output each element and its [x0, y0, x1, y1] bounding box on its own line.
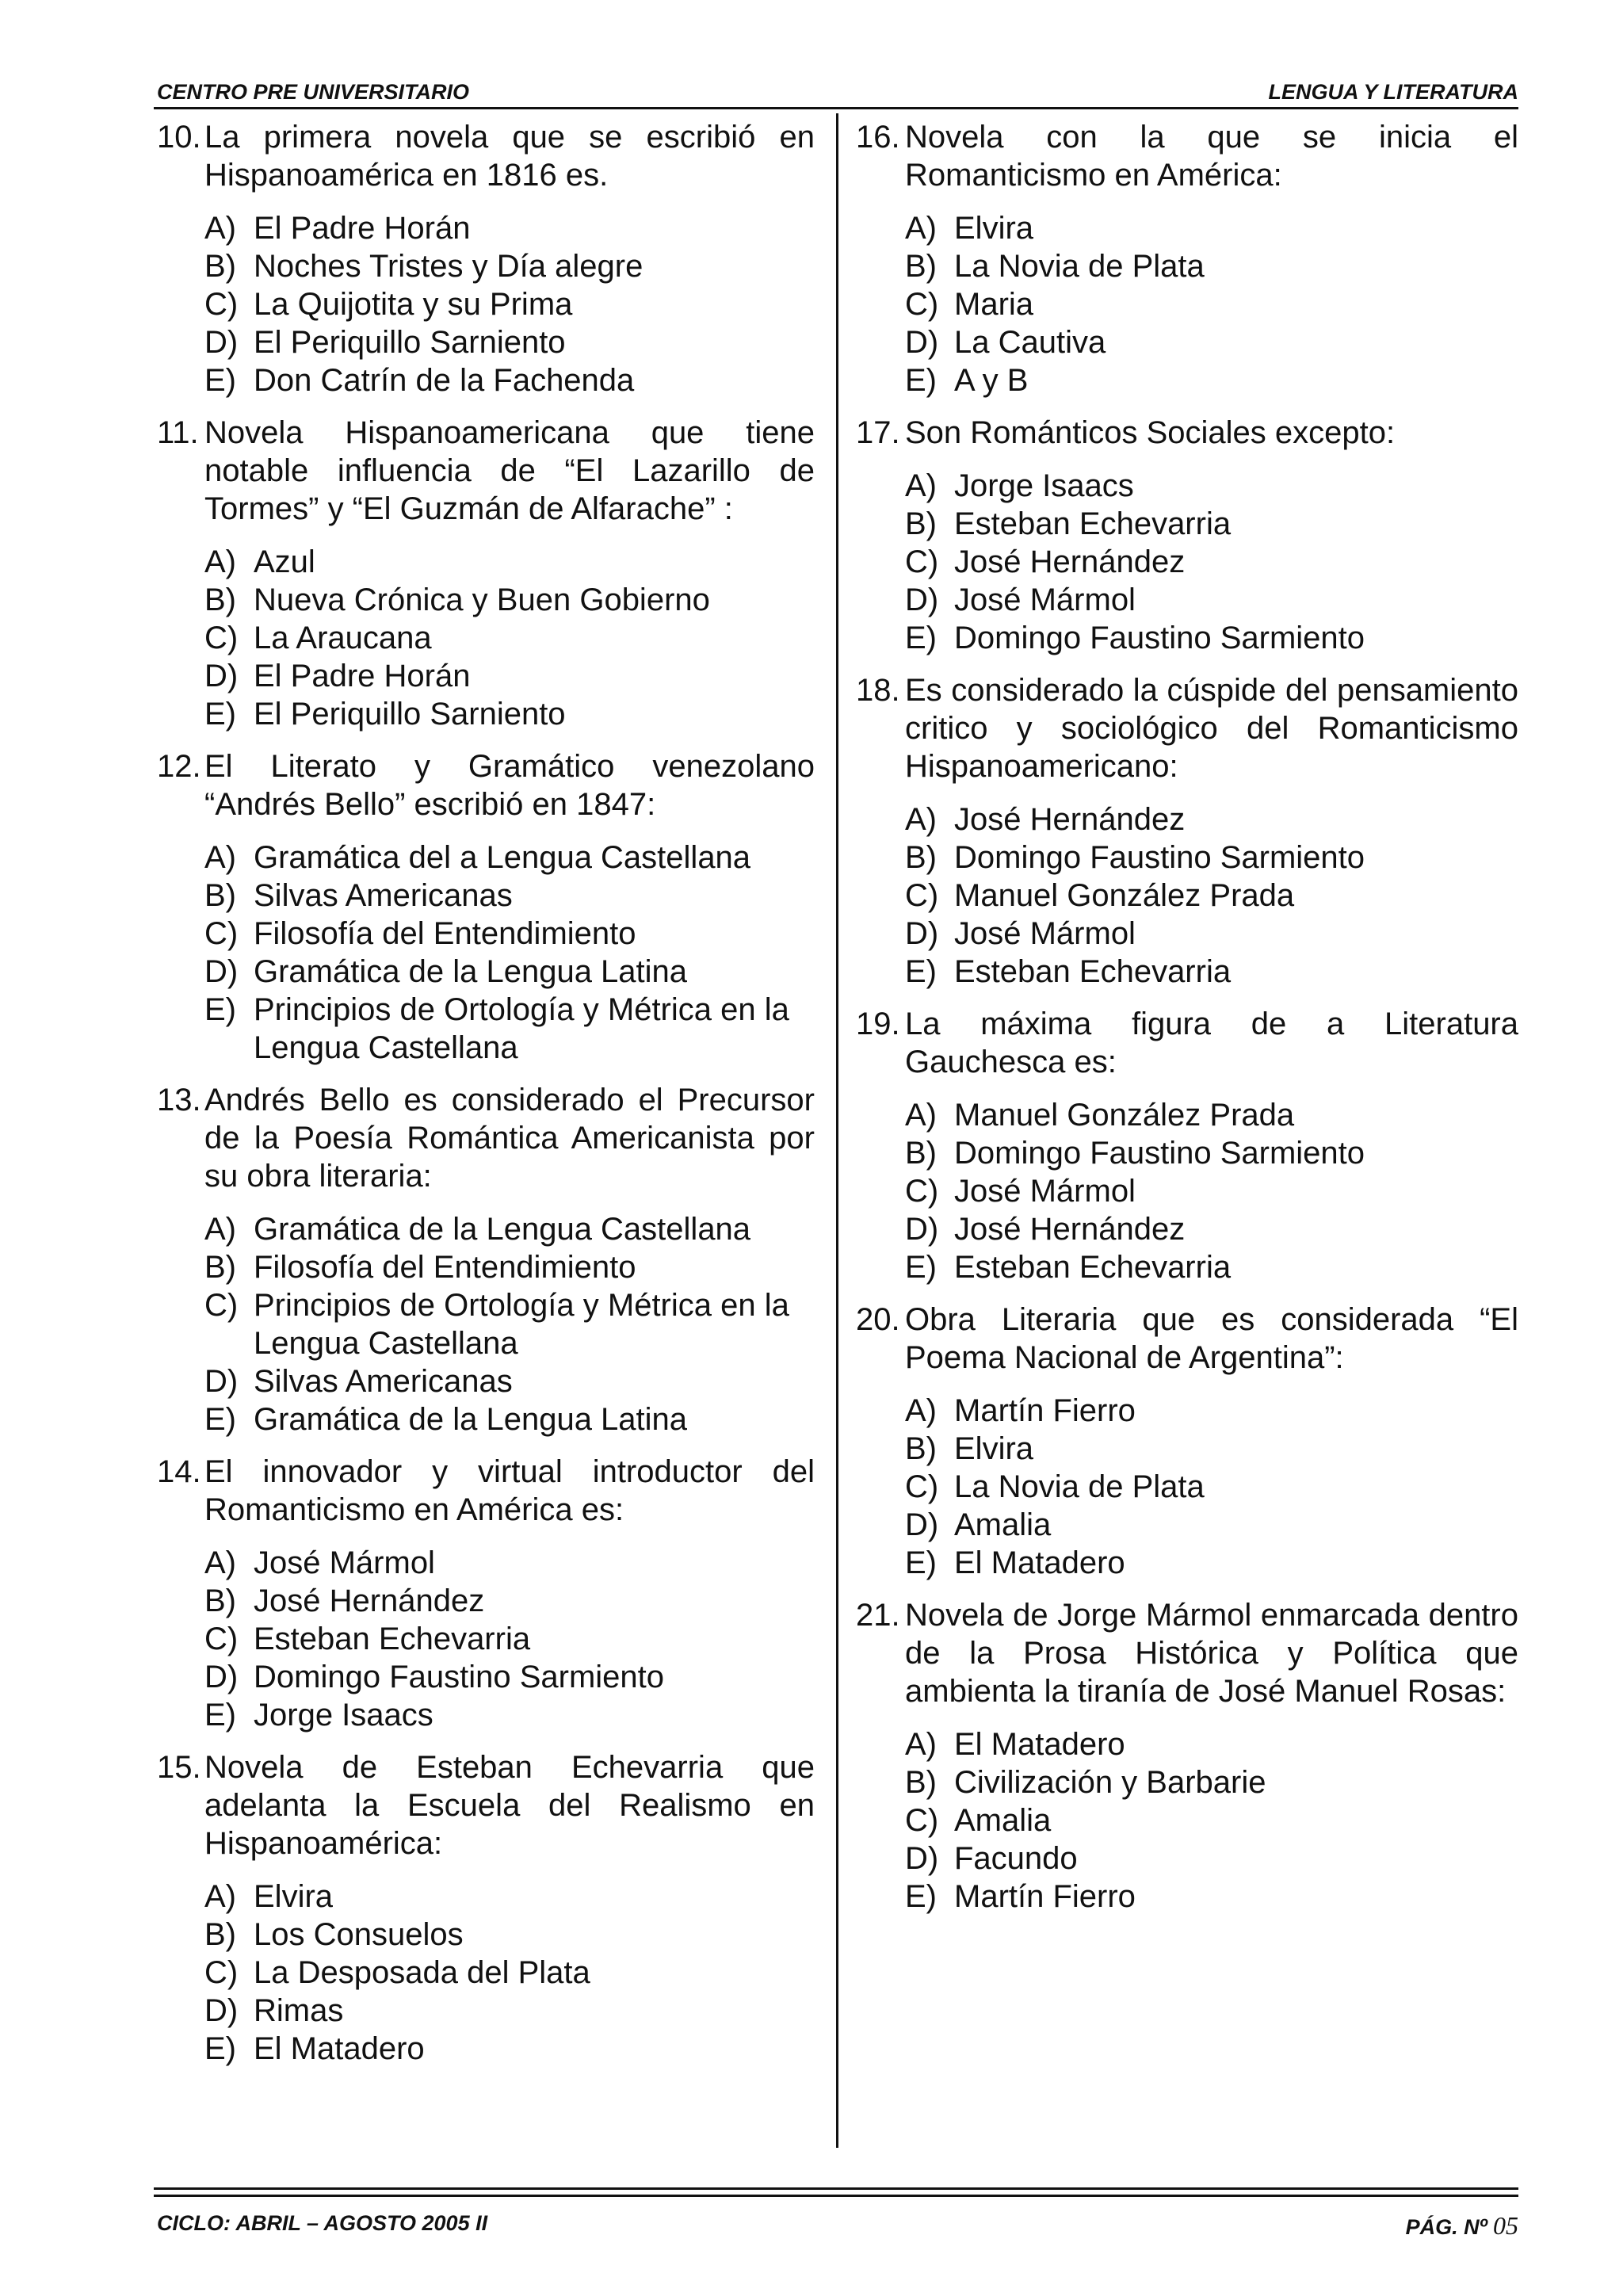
option-text: Amalia: [954, 1507, 1052, 1542]
option-text: José Mármol: [954, 583, 1136, 617]
option-letter: C): [204, 1288, 239, 1323]
answer-option: [905, 247, 1518, 285]
page-label: PÁG. Nº: [1405, 2215, 1493, 2239]
option-letter: E): [905, 954, 937, 989]
option-letter: D): [905, 583, 939, 617]
option-text: La Novia de Plata: [954, 249, 1205, 284]
option-text: Esteban Echevarria: [954, 954, 1232, 989]
answer-option: [204, 1362, 815, 1400]
question-number: 10.: [157, 120, 201, 155]
option-letter: A): [905, 802, 937, 837]
question-number: 14.: [157, 1454, 201, 1489]
answer-option: [204, 2030, 815, 2068]
option-letter: A): [204, 840, 236, 875]
answer-option: [905, 1878, 1518, 1916]
option-letter: E): [905, 621, 937, 655]
answer-option: [204, 877, 815, 915]
option-text: El Periquillo Sarniento: [254, 697, 566, 732]
answer-option: [905, 323, 1518, 361]
answer-option: [204, 1210, 815, 1248]
option-text: Manuel González Prada: [954, 878, 1295, 913]
option-letter: C): [204, 916, 239, 951]
answer-option: [204, 1544, 815, 1582]
question-number: 13.: [157, 1083, 201, 1117]
question-stem: [856, 671, 1518, 785]
answer-option: [905, 800, 1518, 839]
answer-option: [204, 619, 815, 657]
question-item: [856, 1596, 1518, 1916]
question-number: 21.: [856, 1598, 900, 1633]
option-text: Gramática de la Lengua Latina: [254, 954, 688, 989]
question-number: 16.: [856, 120, 900, 155]
question-stem: [157, 1748, 815, 1862]
option-text: José Mármol: [954, 916, 1136, 951]
answer-option: [204, 209, 815, 247]
answer-option: [204, 991, 815, 1067]
left-column: [157, 118, 815, 2082]
option-text: Gramática del a Lengua Castellana: [254, 840, 751, 875]
answer-option: [905, 1468, 1518, 1506]
option-letter: C): [905, 544, 939, 579]
answer-option: [905, 1210, 1518, 1248]
question-text: Novela de Esteban Echevarria que adelanta la Escuela del Realismo en Hispanoamérica:: [204, 1750, 815, 1861]
question-item: [856, 118, 1518, 399]
answer-option: [905, 1134, 1518, 1172]
page-header: [154, 77, 1518, 109]
question-text: Son Románticos Sociales excepto:: [905, 415, 1396, 450]
option-text: La Araucana: [254, 621, 432, 655]
option-text: Esteban Echevarria: [254, 1622, 531, 1656]
option-text: Jorge Isaacs: [254, 1698, 433, 1733]
answer-options: [905, 467, 1518, 657]
option-letter: D): [204, 659, 239, 693]
question-stem: [856, 1005, 1518, 1081]
option-text: El Periquillo Sarniento: [254, 325, 566, 360]
answer-option: [204, 1658, 815, 1696]
question-item: [157, 747, 815, 1067]
footer-page: [1406, 2211, 1518, 2241]
footer-rule: [154, 2187, 1518, 2190]
question-stem: [856, 1596, 1518, 1710]
header-rule: [154, 107, 1518, 109]
option-letter: E): [204, 2031, 236, 2066]
option-letter: E): [905, 1545, 937, 1580]
question-item: [157, 118, 815, 399]
answer-option: [905, 915, 1518, 953]
option-text: Domingo Faustino Sarmiento: [954, 1136, 1365, 1171]
question-item: [856, 414, 1518, 657]
option-text: Domingo Faustino Sarmiento: [954, 840, 1365, 875]
option-letter: B): [905, 840, 937, 875]
option-text: Principios de Ortología y Métrica en la Lengua Castellana: [254, 992, 789, 1065]
question-number: 19.: [856, 1007, 900, 1041]
option-letter: B): [204, 249, 236, 284]
answer-options: [204, 1210, 815, 1438]
option-letter: A): [204, 1212, 236, 1247]
answer-options: [905, 1096, 1518, 1286]
column-divider: [836, 113, 838, 2148]
option-text: La Cautiva: [954, 325, 1106, 360]
question-stem: [856, 414, 1518, 452]
answer-option: [905, 581, 1518, 619]
question-stem: [157, 1081, 815, 1195]
option-letter: A): [905, 1393, 937, 1428]
option-text: Los Consuelos: [254, 1917, 464, 1952]
question-stem: [856, 118, 1518, 194]
question-item: [856, 1005, 1518, 1286]
footer-rule-double: [154, 2195, 1518, 2197]
option-letter: D): [204, 954, 239, 989]
option-letter: A): [905, 468, 937, 503]
question-stem: [157, 118, 815, 194]
option-letter: B): [204, 583, 236, 617]
option-text: Principios de Ortología y Métrica en la Lengua Castellana: [254, 1288, 789, 1361]
question-text: El Literato y Gramático venezolano “Andrés Bello” escribió en 1847:: [204, 749, 815, 822]
answer-options: [204, 839, 815, 1067]
question-number: 18.: [856, 673, 900, 708]
option-text: Domingo Faustino Sarmiento: [954, 621, 1365, 655]
option-letter: A): [905, 211, 937, 246]
option-text: José Hernández: [954, 802, 1186, 837]
option-text: El Matadero: [254, 2031, 425, 2066]
question-number: 12.: [157, 749, 201, 784]
question-number: 20.: [856, 1302, 900, 1337]
option-text: El Matadero: [954, 1545, 1125, 1580]
option-letter: C): [905, 878, 939, 913]
option-text: Civilización y Barbarie: [954, 1765, 1266, 1800]
option-letter: A): [204, 211, 236, 246]
answer-option: [905, 619, 1518, 657]
page-footer: [154, 2206, 1518, 2241]
option-letter: B): [204, 878, 236, 913]
option-text: Facundo: [954, 1841, 1078, 1876]
answer-options: [204, 1878, 815, 2068]
option-text: Noches Tristes y Día alegre: [254, 249, 643, 284]
answer-option: [204, 581, 815, 619]
answer-option: [905, 1801, 1518, 1839]
answer-option: [204, 953, 815, 991]
question-text: Novela con la que se inicia el Romanticismo en América:: [905, 120, 1518, 193]
question-text: La primera novela que se escribió en Hispanoamérica en 1816 es.: [204, 120, 815, 193]
option-letter: B): [905, 1431, 937, 1466]
question-stem: [157, 1453, 815, 1529]
page-number: 05: [1493, 2211, 1518, 2240]
option-letter: D): [204, 1660, 239, 1694]
right-column: [856, 118, 1518, 1930]
answer-option: [204, 323, 815, 361]
answer-option: [905, 877, 1518, 915]
option-text: José Mármol: [954, 1174, 1136, 1209]
answer-option: [905, 209, 1518, 247]
option-text: Martín Fierro: [954, 1879, 1136, 1914]
option-letter: B): [905, 1765, 937, 1800]
answer-option: [204, 839, 815, 877]
option-letter: D): [204, 325, 239, 360]
option-text: A y B: [954, 363, 1029, 398]
answer-option: [905, 1506, 1518, 1544]
option-letter: C): [905, 1174, 939, 1209]
answer-option: [204, 247, 815, 285]
answer-option: [905, 543, 1518, 581]
option-text: José Hernández: [954, 1212, 1186, 1247]
option-text: Rimas: [254, 1993, 344, 2028]
question-stem: [157, 414, 815, 528]
option-letter: E): [204, 1698, 236, 1733]
answer-option: [905, 1725, 1518, 1763]
option-text: Elvira: [254, 1879, 334, 1914]
answer-option: [204, 1400, 815, 1438]
option-text: El Matadero: [954, 1727, 1125, 1762]
answer-option: [204, 1582, 815, 1620]
option-letter: A): [204, 1879, 236, 1914]
option-text: José Mármol: [254, 1545, 435, 1580]
answer-options: [204, 1544, 815, 1734]
answer-option: [905, 1763, 1518, 1801]
answer-options: [905, 1392, 1518, 1582]
header-institution: CENTRO PRE UNIVERSITARIO: [157, 80, 470, 104]
option-letter: C): [204, 1622, 239, 1656]
answer-option: [204, 1878, 815, 1916]
answer-options: [204, 543, 815, 733]
option-text: Elvira: [954, 211, 1034, 246]
option-letter: C): [204, 287, 239, 322]
option-letter: B): [905, 249, 937, 284]
option-text: Elvira: [954, 1431, 1034, 1466]
option-letter: D): [905, 1841, 939, 1876]
question-text: Andrés Bello es considerado el Precursor de la Poesía Romántica Americanista por su obra literaria:: [204, 1083, 815, 1194]
answer-option: [204, 915, 815, 953]
option-letter: C): [204, 1955, 239, 1990]
answer-option: [905, 1248, 1518, 1286]
option-letter: E): [204, 697, 236, 732]
option-text: Esteban Echevarria: [954, 1250, 1232, 1285]
question-item: [856, 671, 1518, 991]
option-letter: C): [905, 1469, 939, 1504]
answer-options: [905, 209, 1518, 399]
option-text: Maria: [954, 287, 1034, 322]
question-number: 17.: [856, 415, 900, 450]
option-text: Martín Fierro: [954, 1393, 1136, 1428]
option-text: Azul: [254, 544, 315, 579]
option-text: Gramática de la Lengua Latina: [254, 1402, 688, 1437]
option-letter: C): [905, 287, 939, 322]
option-text: Gramática de la Lengua Castellana: [254, 1212, 751, 1247]
option-letter: D): [905, 916, 939, 951]
answer-option: [905, 285, 1518, 323]
answer-option: [905, 1544, 1518, 1582]
option-letter: E): [204, 363, 236, 398]
option-text: José Hernández: [254, 1584, 485, 1618]
answer-option: [204, 1286, 815, 1362]
answer-option: [905, 361, 1518, 399]
question-text: Novela Hispanoamericana que tiene notable influencia de “El Lazarillo de Tormes” y “El Guzmán de Alfarache” :: [204, 415, 815, 526]
option-letter: B): [204, 1917, 236, 1952]
option-text: Filosofía del Entendimiento: [254, 1250, 636, 1285]
option-letter: B): [905, 506, 937, 541]
option-letter: E): [204, 992, 236, 1027]
question-item: [157, 1453, 815, 1734]
answer-option: [204, 1954, 815, 1992]
option-text: Amalia: [954, 1803, 1052, 1838]
option-letter: A): [204, 544, 236, 579]
question-item: [157, 1748, 815, 2068]
answer-option: [905, 953, 1518, 991]
option-text: La Desposada del Plata: [254, 1955, 590, 1990]
option-letter: B): [204, 1250, 236, 1285]
option-text: El Padre Horán: [254, 659, 471, 693]
option-text: La Quijotita y su Prima: [254, 287, 573, 322]
option-letter: C): [905, 1803, 939, 1838]
answer-options: [905, 800, 1518, 991]
question-item: [157, 414, 815, 733]
answer-option: [204, 285, 815, 323]
question-text: Novela de Jorge Mármol enmarcada dentro de la Prosa Histórica y Política que ambienta la tiranía de José Manuel Rosas:: [905, 1598, 1518, 1709]
option-text: Silvas Americanas: [254, 878, 513, 913]
answer-option: [204, 1916, 815, 1954]
option-text: Filosofía del Entendimiento: [254, 916, 636, 951]
question-stem: [157, 747, 815, 823]
option-letter: D): [204, 1364, 239, 1399]
option-letter: E): [204, 1402, 236, 1437]
option-text: La Novia de Plata: [954, 1469, 1205, 1504]
option-text: Silvas Americanas: [254, 1364, 513, 1399]
option-text: Jorge Isaacs: [954, 468, 1134, 503]
option-letter: E): [905, 363, 937, 398]
option-letter: B): [905, 1136, 937, 1171]
question-number: 11.: [157, 415, 199, 450]
answer-option: [905, 505, 1518, 543]
option-letter: A): [204, 1545, 236, 1580]
question-text: El innovador y virtual introductor del Romanticismo en América es:: [204, 1454, 815, 1527]
header-subject: LENGUA Y LITERATURA: [1268, 80, 1518, 104]
answer-option: [905, 1392, 1518, 1430]
footer-cycle: CICLO: ABRIL – AGOSTO 2005 II: [157, 2211, 488, 2235]
option-text: Nueva Crónica y Buen Gobierno: [254, 583, 710, 617]
question-text: Obra Literaria que es considerada “El Poema Nacional de Argentina”:: [905, 1302, 1518, 1375]
answer-option: [204, 1992, 815, 2030]
answer-options: [905, 1725, 1518, 1916]
answer-option: [204, 1696, 815, 1734]
option-letter: D): [905, 325, 939, 360]
answer-option: [905, 1839, 1518, 1878]
option-letter: D): [905, 1212, 939, 1247]
answer-option: [204, 657, 815, 695]
option-text: Manuel González Prada: [954, 1098, 1295, 1133]
question-item: [157, 1081, 815, 1438]
question-text: La máxima figura de a Literatura Gauchesca es:: [905, 1007, 1518, 1079]
option-letter: D): [204, 1993, 239, 2028]
question-number: 15.: [157, 1750, 201, 1785]
option-letter: D): [905, 1507, 939, 1542]
option-letter: E): [905, 1879, 937, 1914]
question-text: Es considerado la cúspide del pensamiento critico y sociológico del Romanticismo Hispanoamericano:: [905, 673, 1518, 784]
answer-option: [905, 1172, 1518, 1210]
option-text: Domingo Faustino Sarmiento: [254, 1660, 665, 1694]
answer-option: [905, 839, 1518, 877]
option-letter: E): [905, 1250, 937, 1285]
answer-option: [204, 543, 815, 581]
answer-option: [905, 1430, 1518, 1468]
option-text: El Padre Horán: [254, 211, 471, 246]
answer-option: [905, 467, 1518, 505]
question-item: [856, 1301, 1518, 1582]
option-letter: A): [905, 1727, 937, 1762]
option-text: Don Catrín de la Fachenda: [254, 363, 635, 398]
answer-options: [204, 209, 815, 399]
option-letter: B): [204, 1584, 236, 1618]
option-letter: A): [905, 1098, 937, 1133]
answer-option: [204, 695, 815, 733]
answer-option: [204, 361, 815, 399]
option-text: Esteban Echevarria: [954, 506, 1232, 541]
question-stem: [856, 1301, 1518, 1377]
answer-option: [204, 1248, 815, 1286]
answer-option: [905, 1096, 1518, 1134]
option-text: José Hernández: [954, 544, 1186, 579]
option-letter: C): [204, 621, 239, 655]
answer-option: [204, 1620, 815, 1658]
